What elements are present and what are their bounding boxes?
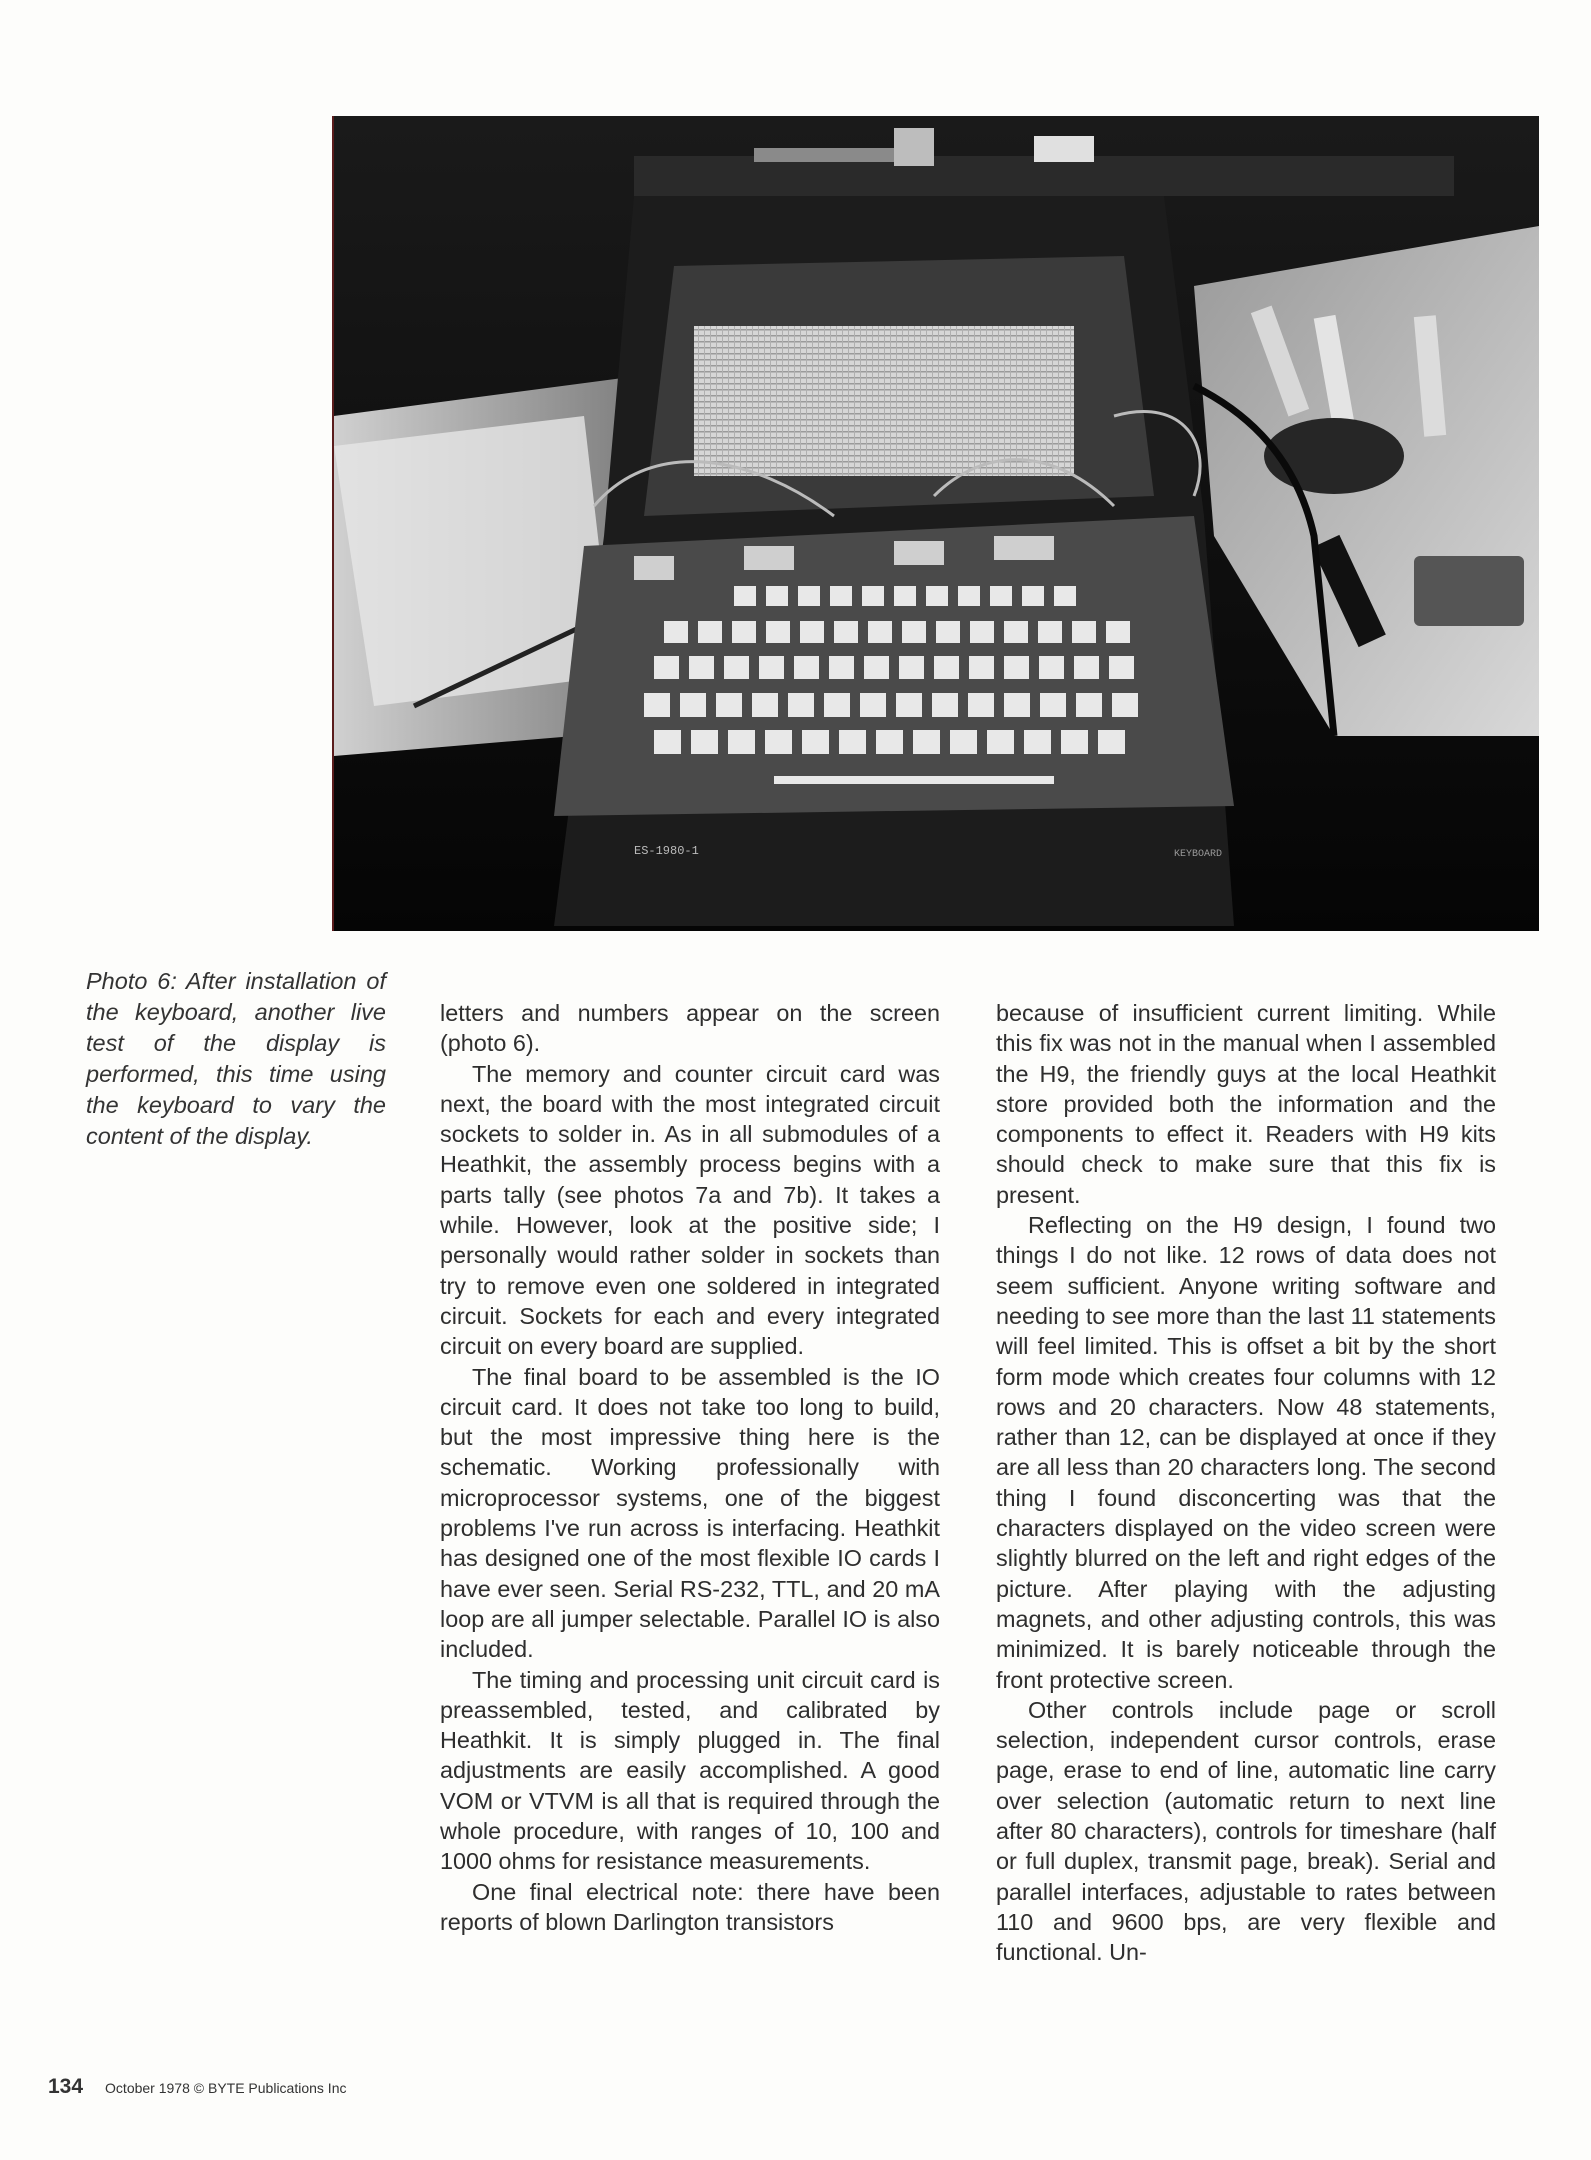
paragraph: Reflecting on the H9 design, I found two things I do not like. 12 rows of data does not seem sufficient. Anyone writing software and needing to see more than the last 11 statements will feel limited. This is offset a bit by the short form mode which creates four columns with 12 rows and 20 characters. Now 48 statements, rather than 12, can be displayed at once if they are all less than 20 characters long. The second thing I found disconcerting was that the characters displayed on the video screen were slightly blurred on the left and right edges of the picture. After playing with the adjusting magnets, and other adjusting controls, this was minimized. It is barely noticeable through the front protective screen. bbox=[996, 1212, 1496, 1693]
paragraph: letters and numbers appear on the screen (photo 6). bbox=[440, 1000, 940, 1057]
shelf-item bbox=[754, 148, 894, 162]
publication-credit: October 1978 © BYTE Publications Inc bbox=[105, 2080, 347, 2096]
paragraph: The timing and processing unit circuit card is preassembled, tested, and calibrated by Heathkit. It is simply plugged in. The final adjustments are easily accomplished. A good VOM or VTVM is all that is required through the whole procedure, with ranges of 10, 100 and 1000 ohms for resistance measurements. bbox=[440, 1666, 940, 1875]
paragraph: Other controls include page or scroll selection, independent cursor controls, erase page, erase to end of line, automatic line carry over selection (automatic return to next line after 80 characters), controls for timeshare (half or full duplex, transmit page, break). Serial and parallel interfaces, adjustable to rates between 110 and 9600 bps, are very flexible and functional. Un- bbox=[996, 1696, 1496, 1966]
text-column-right bbox=[996, 998, 1496, 1968]
page-footer bbox=[48, 2075, 347, 2099]
paragraph: The memory and counter circuit card was next, the board with the most integrated circuit sockets to solder in. As in all submodules of a Heathkit, the assembly process begins with a parts tally (see photos 7a and 7b). It takes a while. However, look at the positive side; I personally would rather solder in sockets than try to remove even one soldered in integrated circuit. Sockets for each and every integrated circuit on every board are supplied. bbox=[440, 1060, 940, 1360]
paragraph: because of insufficient current limiting. While this fix was not in the manual when I assembled the H9, the friendly guys at the local Heathkit store provided both the information and the components to effect it. Readers with H9 kits should check to make sure that this fix is present. bbox=[996, 1000, 1496, 1208]
paragraph: The final board to be assembled is the IO circuit card. It does not take too long to build, but the most impressive thing here is the schematic. Working professionally with microprocessor systems, one of the biggest problems I've run across is interfacing. Heathkit has designed one of the most flexible IO cards I have ever seen. Serial RS-232, TTL, and 20 mA loop are all jumper selectable. Parallel IO is also included. bbox=[440, 1363, 940, 1663]
photo-caption: Photo 6: After installation of the keyboard, another live test of the display is performed, this time using the keyboard to vary the content of the display. bbox=[86, 968, 386, 1149]
shelf-item bbox=[1034, 136, 1094, 162]
ic-chip bbox=[994, 536, 1054, 560]
ic-chip bbox=[894, 541, 944, 565]
terminal-photo-illustration bbox=[334, 116, 1539, 931]
shelf-item bbox=[894, 128, 934, 166]
keyboard-corner-label: KEYBOARD bbox=[1174, 849, 1223, 860]
ic-chip bbox=[744, 546, 794, 570]
page-number: 134 bbox=[48, 2075, 84, 2098]
key-row-1 bbox=[734, 586, 1076, 606]
dark-stain bbox=[1264, 418, 1404, 494]
keyboard-label: ES-1980-1 bbox=[634, 844, 699, 858]
space-bar bbox=[774, 776, 1054, 784]
text-column-left bbox=[440, 998, 940, 1937]
photo-6 bbox=[332, 116, 1539, 931]
ic-chip bbox=[634, 556, 674, 580]
crt-screen bbox=[694, 326, 1074, 476]
paragraph: One final electrical note: there have been reports of blown Darlington transistors bbox=[440, 1878, 940, 1935]
tool-box bbox=[1414, 556, 1524, 626]
